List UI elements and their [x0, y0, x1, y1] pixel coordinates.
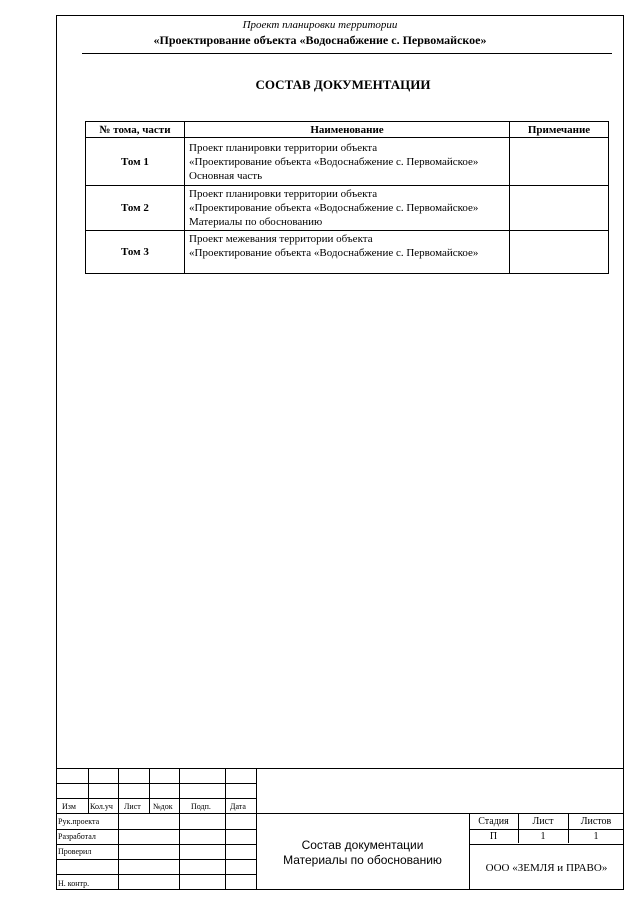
stamp-col-header: Дата	[230, 802, 246, 811]
header-line-1: Проект планировки территории	[242, 19, 398, 31]
name-line: Основная часть	[189, 169, 263, 182]
stamp-role-label: Рук.проекта	[58, 817, 100, 826]
document-title: СОСТАВ ДОКУМЕНТАЦИИ	[255, 77, 431, 92]
stamp-stage-label: Стадия	[478, 816, 509, 827]
stamp-col-header: Подп.	[191, 802, 211, 811]
header-divider	[82, 53, 612, 54]
name-cell	[185, 231, 510, 274]
name-line: «Проектирование объекта «Водоснабжение с. Первомайское»	[189, 155, 479, 168]
volume-cell: Том 3	[86, 231, 185, 274]
note-cell	[510, 138, 609, 186]
header-line-2: «Проектирование объекта «Водоснабжение с. Первомайское»	[153, 33, 487, 47]
name-line: Проект планировки территории объекта	[189, 188, 378, 200]
stamp-col-header: Лист	[124, 802, 141, 811]
name-line: Проект планировки территории объекта	[189, 141, 378, 154]
stamp-sheet-label: Лист	[532, 816, 554, 827]
name-cell	[185, 186, 510, 231]
stamp-sheets-label: Листов	[580, 816, 612, 827]
column-header-volume: № тома, части	[86, 122, 185, 138]
stamp-col-header: Кол.уч	[90, 802, 113, 811]
stamp-doc-title-line-2: Материалы по обоснованию	[283, 853, 442, 867]
stamp-role-label: Н. контр.	[58, 879, 90, 888]
title-block-stamp	[56, 768, 624, 890]
column-header-note: Примечание	[510, 122, 609, 138]
stamp-sheets-value: 1	[593, 831, 599, 842]
name-line: Материалы по обоснованию	[189, 216, 323, 228]
stamp-doc-title	[256, 838, 469, 868]
table-row	[86, 186, 609, 231]
name-line: «Проектирование объекта «Водоснабжение с. Первомайское»	[189, 202, 479, 214]
volume-cell: Том 2	[86, 186, 185, 231]
stamp-company: ООО «ЗЕМЛЯ и ПРАВО»	[485, 862, 608, 874]
stamp-role-label: Разработал	[58, 832, 96, 841]
stamp-role-label: Проверил	[58, 847, 92, 856]
table-row	[86, 138, 609, 186]
table-row	[86, 231, 609, 274]
column-header-name: Наименование	[185, 122, 510, 138]
stamp-col-header: Изм	[62, 802, 76, 811]
stamp-col-header: №док	[153, 802, 173, 811]
name-line: «Проектирование объекта «Водоснабжение с. Первомайское»	[189, 247, 479, 259]
documentation-table	[85, 121, 609, 274]
stamp-doc-title-line-1: Состав документации	[301, 838, 424, 852]
table-header-row	[86, 122, 609, 138]
name-cell	[185, 138, 510, 186]
stamp-sheet-value: 1	[540, 831, 546, 842]
stamp-stage-value: П	[489, 831, 498, 842]
volume-cell: Том 1	[86, 138, 185, 186]
name-line: Проект межевания территории объекта	[189, 233, 373, 245]
note-cell	[510, 186, 609, 231]
note-cell	[510, 231, 609, 274]
